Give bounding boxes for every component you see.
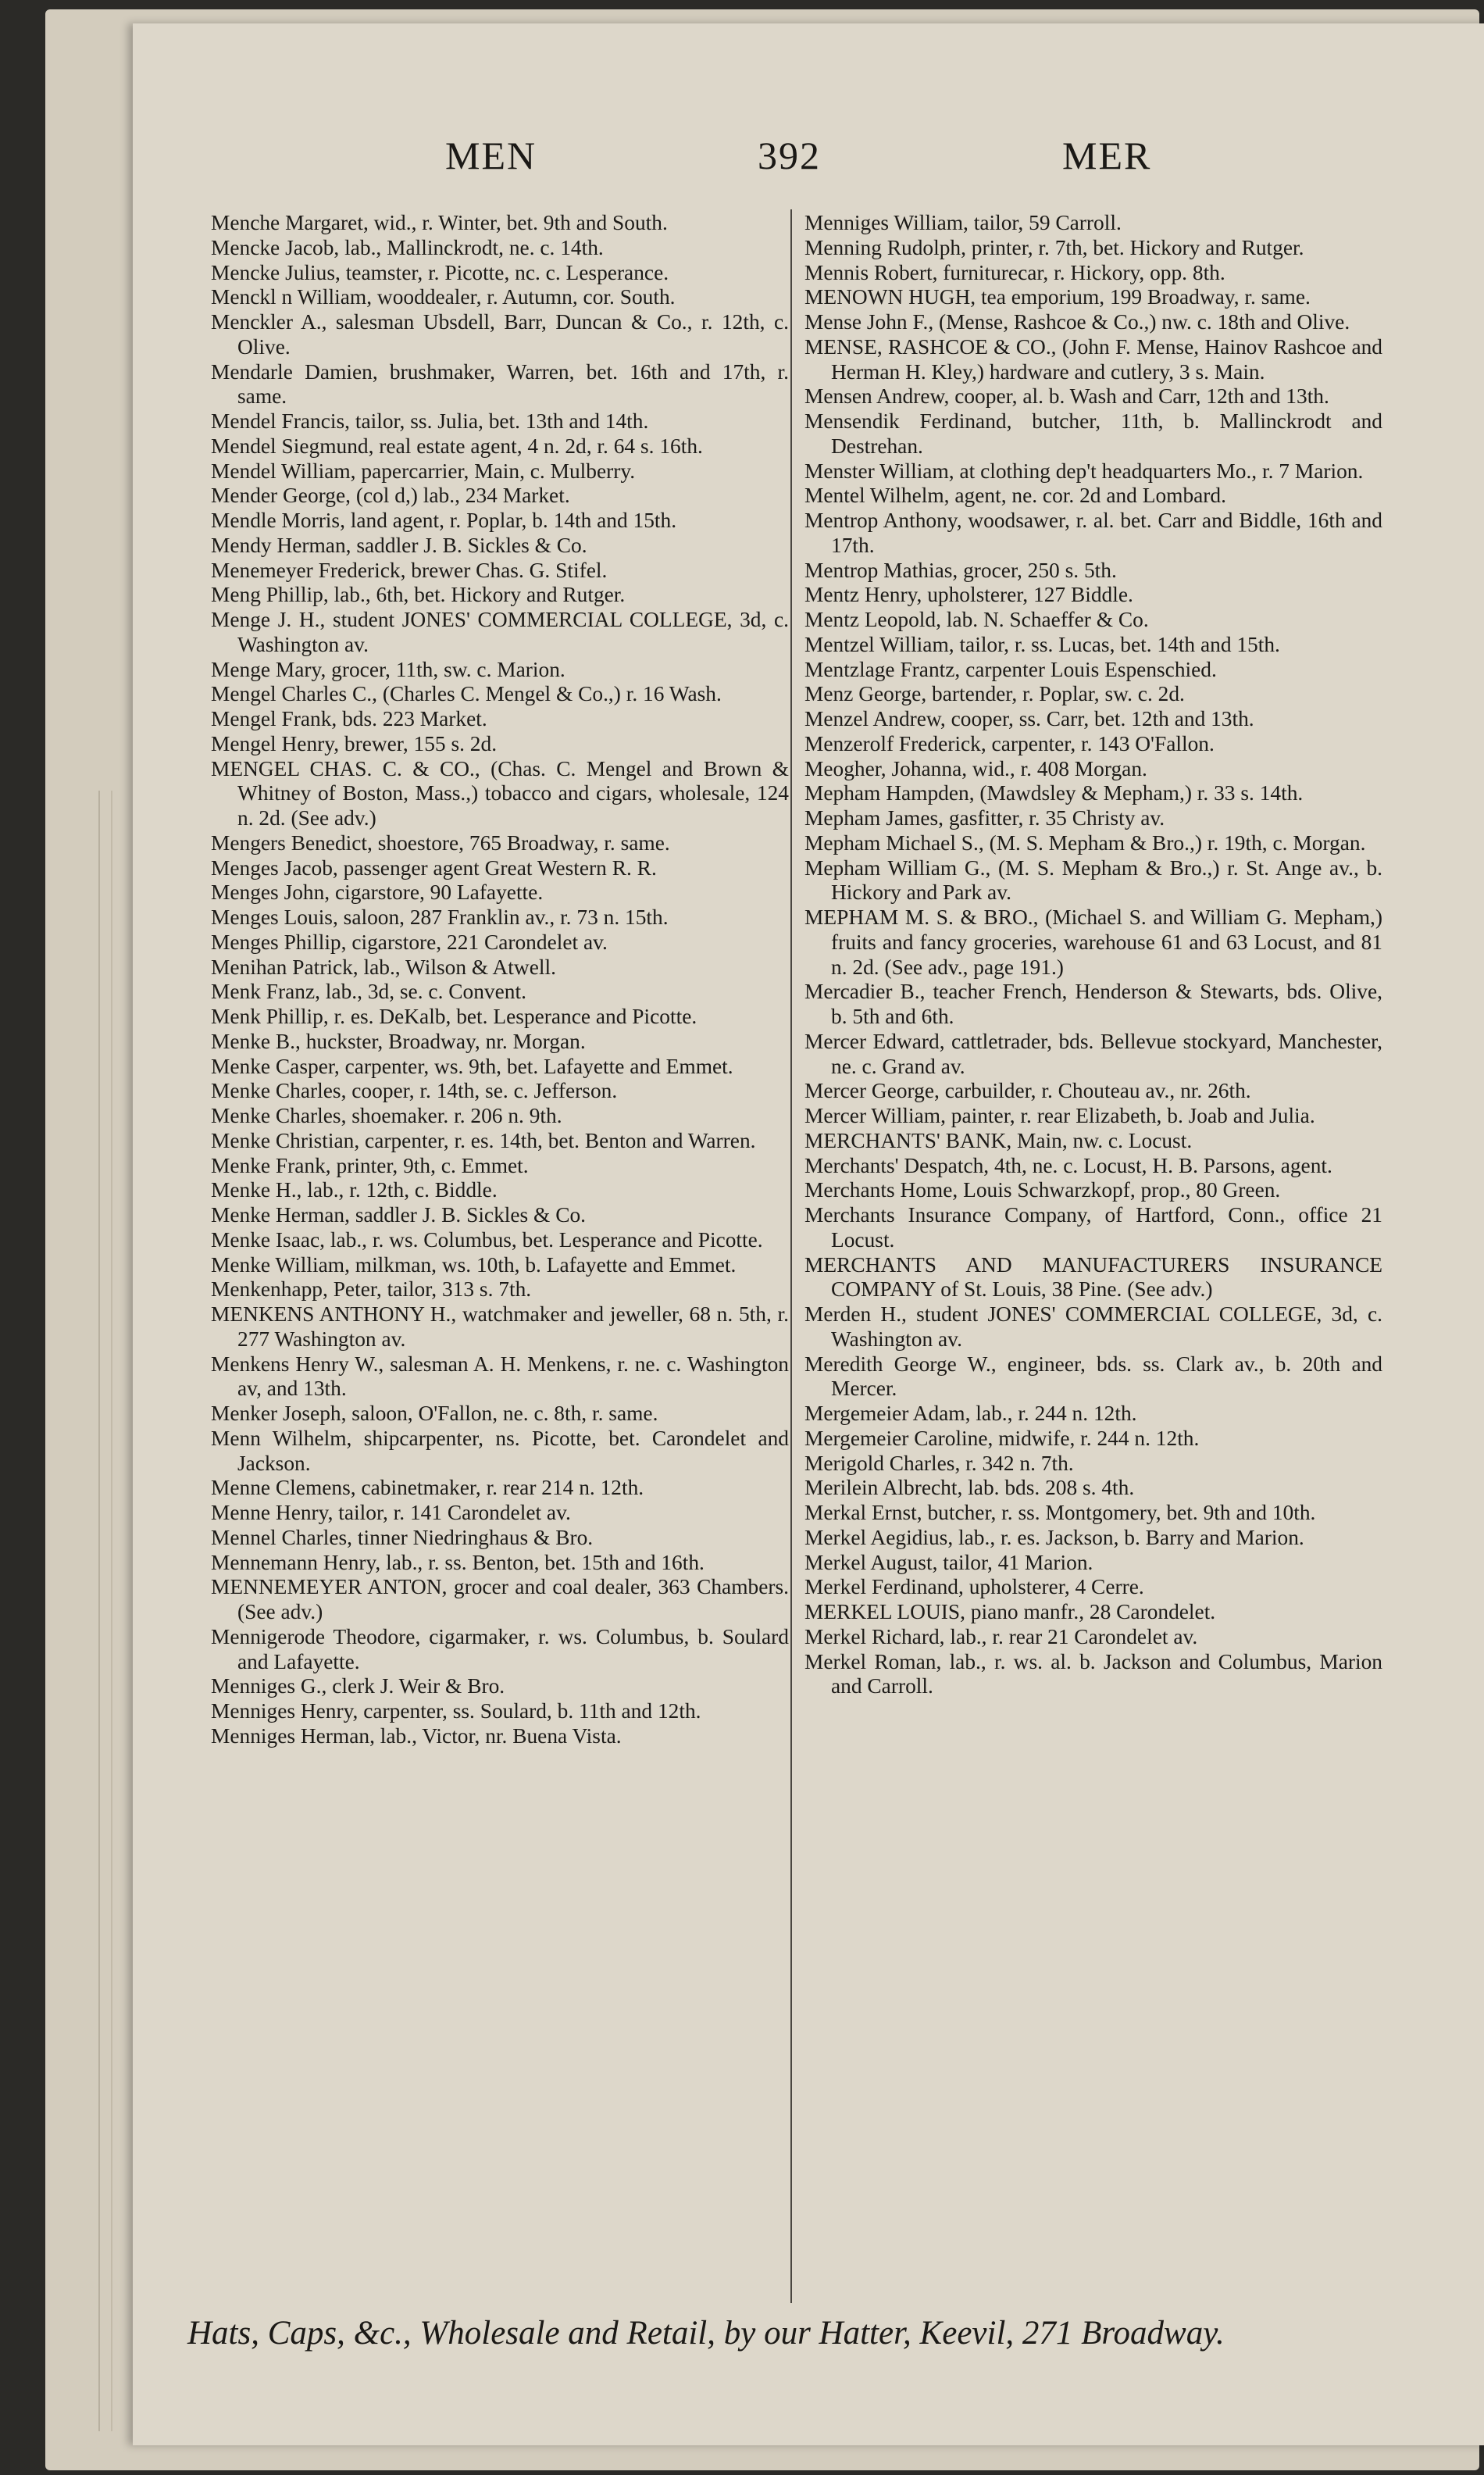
directory-entry: Meredith George W., engineer, bds. ss. Clark av., b. 20th and Mercer. bbox=[804, 1352, 1382, 1401]
directory-entry: Mentzel William, tailor, r. ss. Lucas, bet. 14th and 15th. bbox=[804, 632, 1280, 656]
directory-entry: Mendy Herman, saddler J. B. Sickles & Co. bbox=[211, 533, 587, 557]
directory-entry: Mergemeier Adam, lab., r. 244 n. 12th. bbox=[804, 1402, 1137, 1425]
directory-entry: Mense John F., (Mense, Rashcoe & Co.,) nw. c. 18th and Olive. bbox=[804, 310, 1350, 334]
directory-entry: Menzerolf Frederick, carpenter, r. 143 O'Fallon. bbox=[804, 731, 1215, 755]
directory-entry: Mentz Henry, upholsterer, 127 Biddle. bbox=[804, 583, 1133, 607]
directory-entry: Merigold Charles, r. 342 n. 7th. bbox=[804, 1451, 1074, 1475]
directory-entry: Menke Herman, saddler J. B. Sickles & Co. bbox=[211, 1203, 587, 1227]
directory-entry: Merkal Ernst, butcher, r. ss. Montgomery, bet. 9th and 10th. bbox=[804, 1501, 1316, 1524]
directory-entry: Menihan Patrick, lab., Wilson & Atwell. bbox=[211, 955, 556, 979]
directory-entry: Mendle Morris, land agent, r. Poplar, b. 14th and 15th. bbox=[211, 509, 677, 532]
directory-entry: Mentrop Mathias, grocer, 250 s. 5th. bbox=[804, 558, 1117, 582]
directory-entry: MERKEL LOUIS, piano manfr., 28 Carondelet. bbox=[804, 1600, 1216, 1623]
footer-advert: Hats, Caps, &c., Wholesale and Retail, by our Hatter, Keevil, 271 Broadway. bbox=[187, 2315, 1225, 2352]
right-column bbox=[804, 211, 1382, 1699]
directory-entry: Menke Isaac, lab., r. ws. Columbus, bet. Lesperance and Picotte. bbox=[211, 1227, 763, 1252]
directory-entry: Menke Casper, carpenter, ws. 9th, bet. Lafayette and Emmet. bbox=[211, 1054, 733, 1078]
directory-entry: Mencke Jacob, lab., Mallinckrodt, ne. c. 14th. bbox=[211, 235, 604, 259]
running-head bbox=[0, 133, 1484, 195]
directory-entry: Menker Joseph, saloon, O'Fallon, ne. c. 8th, r. same. bbox=[211, 1402, 658, 1425]
directory-entry: Menge Mary, grocer, 11th, sw. c. Marion. bbox=[211, 657, 565, 681]
directory-entry: Mendarle Damien, brushmaker, Warren, bet. 16th and 17th, r. same. bbox=[211, 359, 789, 409]
directory-entry: Menges Louis, saloon, 287 Franklin av., r. 73 n. 15th. bbox=[211, 905, 669, 929]
directory-entry: MENNEMEYER ANTON, grocer and coal dealer, 363 Chambers. (See adv.) bbox=[211, 1575, 789, 1623]
directory-entry: Menzel Andrew, cooper, ss. Carr, bet. 12th and 13th. bbox=[804, 707, 1254, 730]
directory-entry: Menges Jacob, passenger agent Great Western R. R. bbox=[211, 855, 657, 880]
directory-entry: Merchants Insurance Company, of Hartford, Conn., office 21 Locust. bbox=[804, 1203, 1382, 1252]
directory-entry: Menche Margaret, wid., r. Winter, bet. 9th and South. bbox=[211, 211, 668, 234]
directory-entry: Menk Franz, lab., 3d, se. c. Convent. bbox=[211, 980, 526, 1004]
directory-entry: Merden H., student JONES' COMMERCIAL COLLEGE, 3d, c. Washington av. bbox=[804, 1302, 1382, 1351]
directory-entry: Merilein Albrecht, lab. bds. 208 s. 4th. bbox=[804, 1476, 1135, 1500]
directory-entry: Meogher, Johanna, wid., r. 408 Morgan. bbox=[804, 756, 1147, 780]
directory-entry: Merkel Roman, lab., r. ws. al. b. Jackson and Columbus, Marion and Carroll. bbox=[804, 1649, 1382, 1698]
directory-entry: Menge J. H., student JONES' COMMERCIAL COLLEGE, 3d, c. Washington av. bbox=[211, 608, 789, 656]
directory-entry: MERCHANTS' BANK, Main, nw. c. Locust. bbox=[804, 1128, 1193, 1152]
directory-entry: Menemeyer Frederick, brewer Chas. G. Stifel. bbox=[211, 558, 608, 582]
directory-entry: Menkenhapp, Peter, tailor, 313 s. 7th. bbox=[211, 1277, 532, 1302]
directory-entry: Mensen Andrew, cooper, al. b. Wash and Carr, 12th and 13th. bbox=[804, 384, 1329, 409]
directory-entry: Mendel Siegmund, real estate agent, 4 n. 2d, r. 64 s. 16th. bbox=[211, 434, 703, 458]
directory-entry: Mercer William, painter, r. rear Elizabeth, b. Joab and Julia. bbox=[804, 1104, 1315, 1127]
directory-entry: Menk Phillip, r. es. DeKalb, bet. Lesperance and Picotte. bbox=[211, 1005, 697, 1028]
directory-entry: MENOWN HUGH, tea emporium, 199 Broadway, r. same. bbox=[804, 285, 1311, 309]
directory-entry: Menne Henry, tailor, r. 141 Carondelet av. bbox=[211, 1501, 571, 1524]
directory-entry: Mepham Hampden, (Mawdsley & Mepham,) r. 33 s. 14th. bbox=[804, 781, 1304, 805]
directory-entry: Merchants' Despatch, 4th, ne. c. Locust, H. B. Parsons, agent. bbox=[804, 1153, 1332, 1177]
directory-entry: Merkel August, tailor, 41 Marion. bbox=[804, 1550, 1093, 1574]
directory-entry: Menges Phillip, cigarstore, 221 Carondelet av. bbox=[211, 930, 608, 954]
directory-entry: Menster William, at clothing dep't headquarters Mo., r. 7 Marion. bbox=[804, 459, 1364, 483]
directory-entry: MENKENS ANTHONY H., watchmaker and jeweller, 68 n. 5th, r. 277 Washington av. bbox=[211, 1302, 789, 1351]
directory-entry: Menke Frank, printer, 9th, c. Emmet. bbox=[211, 1153, 529, 1177]
directory-entry: Mengel Frank, bds. 223 Market. bbox=[211, 707, 487, 730]
page-number: 392 bbox=[758, 134, 821, 177]
left-column bbox=[211, 211, 789, 1749]
directory-entry: Mentrop Anthony, woodsawer, r. al. bet. Carr and Biddle, 16th and 17th. bbox=[804, 509, 1382, 557]
directory-entry: Mensendik Ferdinand, butcher, 11th, b. Mallinckrodt and Destrehan. bbox=[804, 409, 1382, 458]
directory-entry: Mentz Leopold, lab. N. Schaeffer & Co. bbox=[804, 608, 1149, 631]
directory-entry: Mendel Francis, tailor, ss. Julia, bet. 13th and 14th. bbox=[211, 409, 649, 433]
directory-entry: Menke Charles, cooper, r. 14th, se. c. Jefferson. bbox=[211, 1079, 618, 1103]
directory-entry: Meng Phillip, lab., 6th, bet. Hickory and Rutger. bbox=[211, 583, 626, 607]
directory-entry: Mengers Benedict, shoestore, 765 Broadway, r. same. bbox=[211, 830, 670, 855]
directory-entry: Mennemann Henry, lab., r. ss. Benton, bet. 15th and 16th. bbox=[211, 1550, 705, 1574]
directory-entry: Mendel William, papercarrier, Main, c. Mulberry. bbox=[211, 459, 636, 483]
head-left: MEN bbox=[445, 134, 537, 177]
directory-entry: Menn Wilhelm, shipcarpenter, ns. Picotte, bet. Carondelet and Jackson. bbox=[211, 1426, 789, 1475]
directory-entry: Menke Christian, carpenter, r. es. 14th, bet. Benton and Warren. bbox=[211, 1128, 756, 1152]
directory-entry: MERCHANTS AND MANUFACTURERS INSURANCE COMPANY of St. Louis, 38 Pine. (See adv.) bbox=[804, 1252, 1382, 1302]
directory-entry: Mennis Robert, furniturecar, r. Hickory, opp. 8th. bbox=[804, 260, 1225, 284]
directory-entry: MENSE, RASHCOE & CO., (John F. Mense, Hainov Rashcoe and Herman H. Kley,) hardware and cutlery, 3 s. Main. bbox=[804, 334, 1382, 384]
directory-entry: Mentel Wilhelm, agent, ne. cor. 2d and Lombard. bbox=[804, 484, 1226, 508]
directory-entry: Menne Clemens, cabinetmaker, r. rear 214 n. 12th. bbox=[211, 1476, 644, 1500]
directory-entry: Menniges G., clerk J. Weir & Bro. bbox=[211, 1674, 505, 1698]
directory-entry: Mergemeier Caroline, midwife, r. 244 n. 12th. bbox=[804, 1426, 1200, 1450]
directory-entry: Mercer Edward, cattletrader, bds. Bellevue stockyard, Manchester, ne. c. Grand av. bbox=[804, 1029, 1382, 1078]
directory-entry: Menckl n William, wooddealer, r. Autumn, cor. South. bbox=[211, 285, 676, 309]
directory-entry: Menniges Henry, carpenter, ss. Soulard, b. 11th and 12th. bbox=[211, 1699, 701, 1723]
head-right: MER bbox=[1062, 134, 1152, 177]
directory-entry: Mennigerode Theodore, cigarmaker, r. ws. Columbus, b. Soulard and Lafayette. bbox=[211, 1624, 789, 1673]
directory-entry: Mentzlage Frantz, carpenter Louis Espenschied. bbox=[804, 657, 1217, 681]
directory-entry: Mennel Charles, tinner Niedringhaus & Bro. bbox=[211, 1525, 594, 1549]
directory-entry: Menz George, bartender, r. Poplar, sw. c. 2d. bbox=[804, 682, 1185, 706]
directory-entry: MEPHAM M. S. & BRO., (Michael S. and William G. Mepham,) fruits and fancy groceries, warehouse 61 and 63 Locust, and 81 n. 2d. (See adv., page 191.) bbox=[804, 905, 1382, 979]
directory-entry: Menges John, cigarstore, 90 Lafayette. bbox=[211, 880, 544, 905]
directory-entry: Menke William, milkman, ws. 10th, b. Lafayette and Emmet. bbox=[211, 1252, 737, 1277]
page-edges bbox=[98, 791, 131, 2431]
directory-entry: Mengel Henry, brewer, 155 s. 2d. bbox=[211, 731, 498, 755]
directory-entry: Mengel Charles C., (Charles C. Mengel & Co.,) r. 16 Wash. bbox=[211, 682, 722, 706]
directory-entry: Merchants Home, Louis Schwarzkopf, prop., 80 Green. bbox=[804, 1178, 1281, 1202]
directory-entry: Menning Rudolph, printer, r. 7th, bet. Hickory and Rutger. bbox=[804, 235, 1304, 259]
directory-entry: Mencke Julius, teamster, r. Picotte, nc. c. Lesperance. bbox=[211, 260, 669, 284]
directory-entry: Menniges Herman, lab., Victor, nr. Buena Vista. bbox=[211, 1723, 622, 1748]
column-divider bbox=[790, 209, 792, 2303]
directory-entry: Mercadier B., teacher French, Henderson & Stewarts, bds. Olive, b. 5th and 6th. bbox=[804, 980, 1382, 1028]
directory-entry: Mepham Michael S., (M. S. Mepham & Bro.,) r. 19th, c. Morgan. bbox=[804, 830, 1366, 855]
directory-entry: Menkens Henry W., salesman A. H. Menkens, r. ne. c. Washington av, and 13th. bbox=[211, 1352, 789, 1401]
directory-entry: Menke B., huckster, Broadway, nr. Morgan. bbox=[211, 1029, 586, 1053]
directory-entry: Merkel Aegidius, lab., r. es. Jackson, b. Barry and Marion. bbox=[804, 1525, 1304, 1549]
directory-entry: Mercer George, carbuilder, r. Chouteau av., nr. 26th. bbox=[804, 1079, 1251, 1103]
directory-entry: Merkel Richard, lab., r. rear 21 Carondelet av. bbox=[804, 1624, 1198, 1648]
directory-entry: MENGEL CHAS. C. & CO., (Chas. C. Mengel and Brown & Whitney of Boston, Mass.,) tobacco and cigars, wholesale, 124 n. 2d. (See adv.) bbox=[211, 756, 789, 830]
directory-entry: Mender George, (col d,) lab., 234 Market. bbox=[211, 484, 570, 508]
directory-entry: Menniges William, tailor, 59 Carroll. bbox=[804, 211, 1122, 234]
directory-entry: Menke Charles, shoemaker. r. 206 n. 9th. bbox=[211, 1104, 562, 1127]
directory-entry: Menke H., lab., r. 12th, c. Biddle. bbox=[211, 1178, 498, 1202]
directory-entry: Merkel Ferdinand, upholsterer, 4 Cerre. bbox=[804, 1575, 1144, 1599]
directory-entry: Menckler A., salesman Ubsdell, Barr, Duncan & Co., r. 12th, c. Olive. bbox=[211, 310, 789, 359]
directory-entry: Mepham William G., (M. S. Mepham & Bro.,) r. St. Ange av., b. Hickory and Park av. bbox=[804, 855, 1382, 905]
directory-entry: Mepham James, gasfitter, r. 35 Christy av. bbox=[804, 806, 1165, 830]
